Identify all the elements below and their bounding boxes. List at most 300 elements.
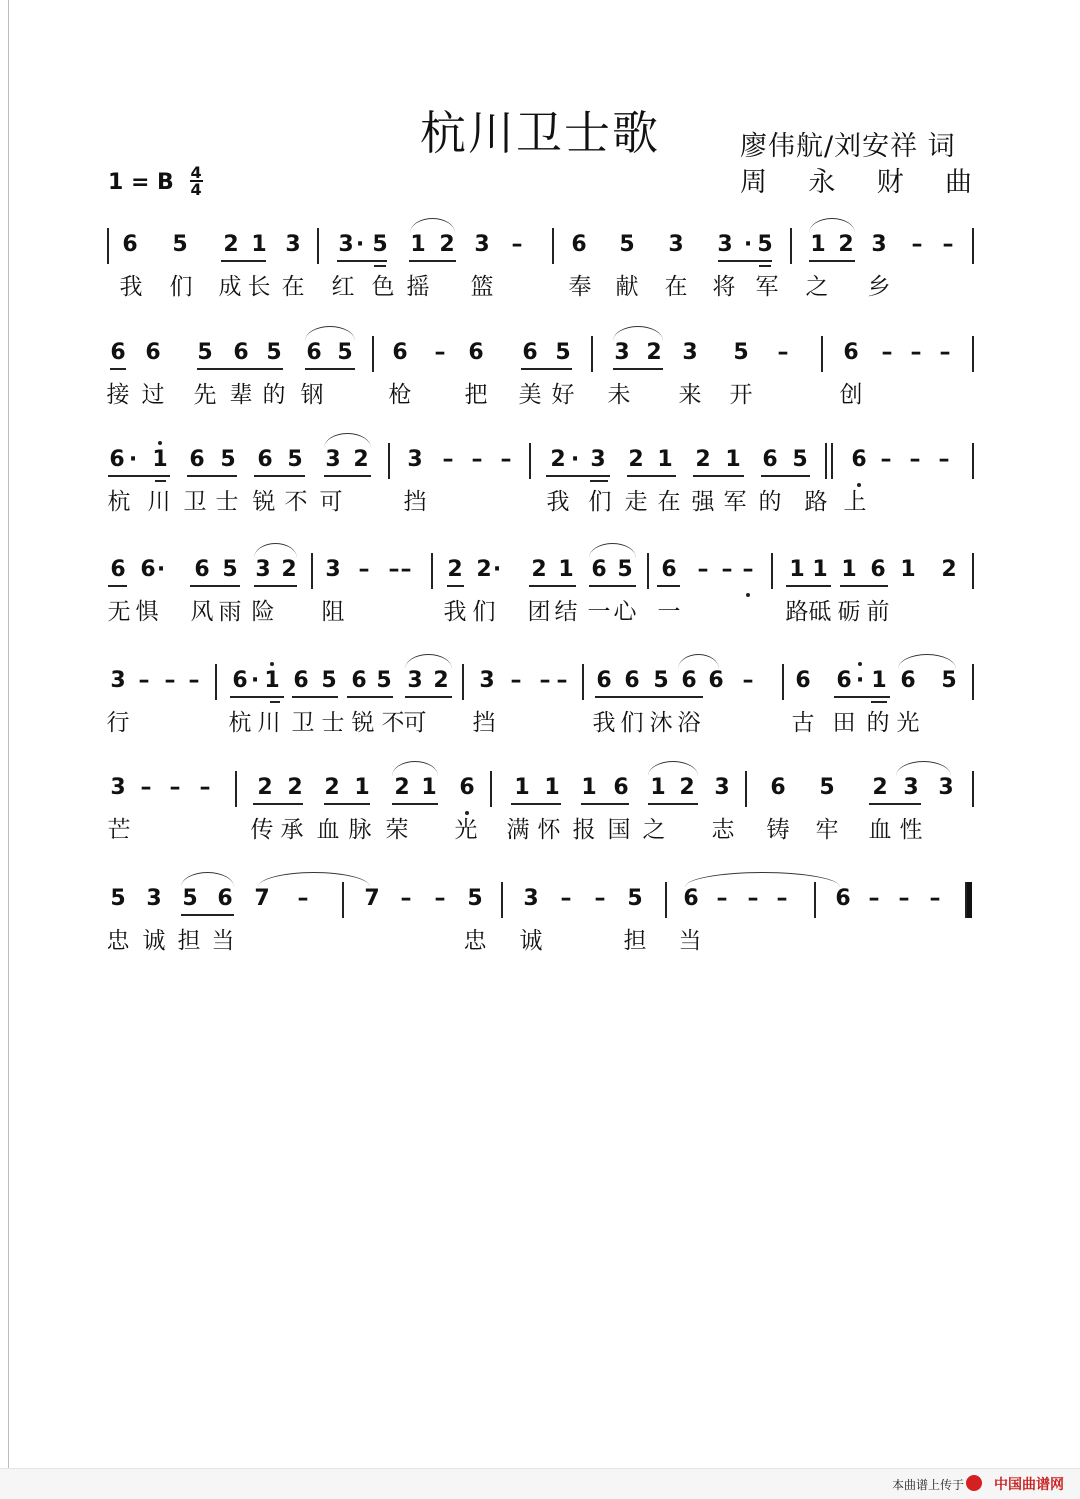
eighth-underline — [511, 803, 561, 805]
lyric-syllable: 行 — [106, 710, 130, 736]
lyric-syllable: 我 — [546, 489, 570, 515]
lyric-syllable: 当 — [211, 928, 235, 954]
lyric-syllable: 之 — [805, 274, 829, 300]
note: 6 — [293, 668, 309, 693]
lyric-syllable: 不 — [381, 710, 405, 736]
note: 5 — [321, 668, 337, 693]
lyric-syllable: 奉 — [568, 274, 592, 300]
lyric-syllable: 士 — [321, 710, 345, 736]
barline — [972, 228, 974, 264]
note: 1 — [544, 775, 560, 800]
lyrics-line — [0, 487, 1080, 527]
note: 2 — [550, 447, 566, 472]
note: 3 — [479, 668, 495, 693]
note: 1 — [354, 775, 370, 800]
score-row-2 — [0, 336, 1080, 446]
note: 5 — [222, 557, 238, 582]
note: 1 — [152, 447, 168, 472]
note: 5 — [110, 886, 126, 911]
barline — [552, 228, 554, 264]
lyric-syllable: 血 — [316, 817, 340, 843]
barline — [215, 664, 217, 700]
note: 6 — [140, 557, 156, 582]
dash-sustain: – — [140, 775, 152, 800]
lyric-syllable: 一 — [587, 599, 611, 625]
lyric-syllable: 辈 — [229, 382, 253, 408]
eighth-underline — [292, 696, 338, 698]
barline — [745, 771, 747, 807]
note: 2 — [872, 775, 888, 800]
lyric-syllable: 担 — [177, 928, 201, 954]
dash-sustain: – — [199, 775, 211, 800]
lyric-syllable: 摇 — [406, 274, 430, 300]
dash-sustain: – — [164, 668, 176, 693]
note: 3 — [682, 340, 698, 365]
lyric-syllable: 我 — [592, 710, 616, 736]
dot-augmentation: · — [250, 668, 260, 693]
lyric-syllable: 川 — [257, 710, 281, 736]
key-label: 1 = B — [108, 170, 174, 195]
notation-line — [0, 553, 1080, 601]
dash-sustain: – — [138, 668, 150, 693]
note: 3 — [407, 447, 423, 472]
high-octave-dot — [858, 662, 862, 666]
lyric-syllable: 先 — [193, 382, 217, 408]
note: 6 — [468, 340, 484, 365]
dash-sustain: – — [911, 232, 923, 257]
dot-augmentation: · — [128, 447, 138, 472]
lyric-syllable: 把 — [464, 382, 488, 408]
lyric-syllable: 献 — [615, 274, 639, 300]
note: 5 — [376, 668, 392, 693]
dash-sustain: – — [556, 668, 568, 693]
dash-sustain: – — [716, 886, 728, 911]
eighth-underline — [108, 585, 127, 587]
barline — [790, 228, 792, 264]
note: 3 — [523, 886, 539, 911]
dash-sustain: – — [776, 886, 788, 911]
note: 7 — [254, 886, 270, 911]
lyric-syllable: 之 — [642, 817, 666, 843]
lyric-syllable: 在 — [657, 489, 681, 515]
lyric-syllable: 可 — [319, 489, 343, 515]
note: 5 — [733, 340, 749, 365]
dash-sustain: – — [742, 557, 754, 582]
note: 5 — [467, 886, 483, 911]
dash-sustain: – — [434, 886, 446, 911]
barline — [972, 553, 974, 589]
barline — [972, 336, 974, 372]
eighth-underline — [324, 803, 370, 805]
note: 6 — [189, 447, 205, 472]
lyric-syllable: 卫 — [291, 710, 315, 736]
eighth-underline — [718, 260, 772, 262]
lyric-syllable: 开 — [729, 382, 753, 408]
note: 5 — [182, 886, 198, 911]
eighth-underline — [181, 914, 234, 916]
lyric-syllable: 在 — [664, 274, 688, 300]
dash-sustain: – — [938, 447, 950, 472]
eighth-underline — [761, 475, 810, 477]
barline — [782, 664, 784, 700]
note: 5 — [617, 557, 633, 582]
note: 6 — [145, 340, 161, 365]
time-signature — [190, 165, 203, 197]
note: 2 — [679, 775, 695, 800]
lyric-syllable: 枪 — [388, 382, 412, 408]
note: 6 — [596, 668, 612, 693]
sixteenth-underline — [871, 701, 887, 703]
sixteenth-underline — [155, 480, 166, 482]
dash-sustain: – — [594, 886, 606, 911]
barline — [972, 664, 974, 700]
note: 2 — [838, 232, 854, 257]
dash-sustain: – — [500, 447, 512, 472]
note: 1 — [657, 447, 673, 472]
footer-bar — [0, 1468, 1080, 1499]
eighth-underline — [447, 585, 464, 587]
dot-augmentation: · — [492, 557, 502, 582]
note: 1 — [900, 557, 916, 582]
lyric-syllable: 光 — [896, 710, 920, 736]
eighth-underline — [834, 696, 890, 698]
note: 1 — [558, 557, 574, 582]
eighth-underline — [657, 585, 680, 587]
notation-line — [0, 664, 1080, 712]
dash-sustain: – — [881, 340, 893, 365]
lyric-syllable: 锐 — [351, 710, 375, 736]
note: 6 — [835, 886, 851, 911]
dash-sustain: – — [511, 232, 523, 257]
note: 6 — [110, 340, 126, 365]
score-row-3 — [0, 443, 1080, 553]
note: 6 — [681, 668, 697, 693]
lyric-syllable: 国 — [607, 817, 631, 843]
note: 5 — [197, 340, 213, 365]
eighth-underline — [305, 368, 355, 370]
note-logo-icon — [966, 1475, 982, 1491]
note: 6 — [122, 232, 138, 257]
eighth-underline — [521, 368, 572, 370]
lyric-syllable: 满 — [506, 817, 530, 843]
lyric-syllable: 血 — [868, 817, 892, 843]
dash-sustain: – — [400, 557, 412, 582]
lyric-syllable: 士 — [215, 489, 239, 515]
barline — [821, 336, 823, 372]
note: 3 — [614, 340, 630, 365]
note: 3 — [110, 668, 126, 693]
note: 6 — [624, 668, 640, 693]
note: 2 — [287, 775, 303, 800]
lyric-syllable: 上 — [843, 489, 867, 515]
note: 5 — [372, 232, 388, 257]
lyric-syllable: 怀 — [537, 817, 561, 843]
note: 6 — [762, 447, 778, 472]
lyric-syllable: 路 — [785, 599, 809, 625]
note: 6 — [232, 668, 248, 693]
dash-sustain: – — [910, 340, 922, 365]
note: 6 — [194, 557, 210, 582]
dash-sustain: – — [434, 340, 446, 365]
note: 1 — [871, 668, 887, 693]
barline — [107, 228, 109, 264]
note: 5 — [619, 232, 635, 257]
dash-sustain: – — [939, 340, 951, 365]
dash-sustain: – — [697, 557, 709, 582]
eighth-underline — [693, 475, 744, 477]
lyric-syllable: 我 — [119, 274, 143, 300]
note: 2 — [394, 775, 410, 800]
note: 5 — [337, 340, 353, 365]
note: 5 — [941, 668, 957, 693]
dash-sustain: – — [909, 447, 921, 472]
note: 6 — [522, 340, 538, 365]
eighth-underline — [627, 475, 676, 477]
dash-sustain: – — [747, 886, 759, 911]
barline — [665, 882, 667, 918]
note: 1 — [812, 557, 828, 582]
barline — [235, 771, 237, 807]
lyric-syllable: 将 — [712, 274, 736, 300]
eighth-underline — [221, 260, 266, 262]
note: 5 — [555, 340, 571, 365]
barline — [972, 771, 974, 807]
lyric-syllable: 钢 — [300, 382, 324, 408]
lyric-syllable: 诚 — [142, 928, 166, 954]
lyric-syllable: 担 — [623, 928, 647, 954]
note: 3 — [110, 775, 126, 800]
note: 6 — [661, 557, 677, 582]
lyrics-line — [0, 926, 1080, 966]
note: 3 — [146, 886, 162, 911]
lyric-syllable: 沐 — [649, 710, 673, 736]
eighth-underline — [529, 585, 576, 587]
barline — [591, 336, 593, 372]
dash-sustain: – — [510, 668, 522, 693]
lyric-syllable: 阻 — [321, 599, 345, 625]
eighth-underline — [190, 585, 240, 587]
note: 5 — [266, 340, 282, 365]
lyric-syllable: 光 — [454, 817, 478, 843]
lyricist-credit: 廖伟航/刘安祥 词 — [740, 131, 956, 162]
eighth-underline — [253, 803, 303, 805]
song-title: 杭川卫士歌 — [420, 106, 660, 160]
lyric-syllable: 接 — [106, 382, 130, 408]
note: 3 — [407, 668, 423, 693]
lyric-syllable: 可 — [403, 710, 427, 736]
footer-upload-text: 本曲谱上传于 — [891, 1478, 964, 1492]
note: 5 — [792, 447, 808, 472]
dash-sustain: – — [721, 557, 733, 582]
dash-sustain: – — [539, 668, 551, 693]
lyric-syllable: 在 — [281, 274, 305, 300]
lyric-syllable: 砺 — [837, 599, 861, 625]
note: 7 — [364, 886, 380, 911]
note: 1 — [581, 775, 597, 800]
lyric-syllable: 乡 — [867, 274, 891, 300]
notation-line — [0, 336, 1080, 384]
lyric-syllable: 锐 — [252, 489, 276, 515]
final-barline — [967, 882, 972, 918]
barline — [372, 336, 374, 372]
note: 3 — [668, 232, 684, 257]
lyric-syllable: 报 — [572, 817, 596, 843]
composer-credit: 周永财曲 — [740, 167, 972, 198]
site-logo: 中国曲谱网 — [994, 1477, 1064, 1493]
note: 6 — [900, 668, 916, 693]
eighth-underline — [110, 368, 126, 370]
eighth-underline — [595, 696, 703, 698]
barline — [647, 553, 649, 589]
lyric-syllable: 浴 — [677, 710, 701, 736]
time-signature-denominator: 4 — [190, 180, 202, 199]
lyric-syllable: 脉 — [348, 817, 372, 843]
lyric-syllable: 红 — [331, 274, 355, 300]
note: 5 — [172, 232, 188, 257]
note: 5 — [757, 232, 773, 257]
barline — [582, 664, 584, 700]
note: 3 — [285, 232, 301, 257]
lyric-syllable: 荣 — [385, 817, 409, 843]
lyric-syllable: 忠 — [463, 928, 487, 954]
eighth-underline — [405, 696, 452, 698]
lyric-syllable: 篮 — [470, 274, 494, 300]
lyric-syllable: 心 — [613, 599, 637, 625]
note: 6 — [233, 340, 249, 365]
dot-augmentation: · — [855, 668, 865, 693]
eighth-underline — [254, 585, 297, 587]
lyric-syllable: 田 — [832, 710, 856, 736]
lyric-syllable: 川 — [147, 489, 171, 515]
lyric-syllable: 当 — [678, 928, 702, 954]
lyric-syllable: 色 — [371, 274, 395, 300]
note: 2 — [257, 775, 273, 800]
notation-line — [0, 771, 1080, 819]
score-row-5 — [0, 664, 1080, 774]
note: 6 — [795, 668, 811, 693]
lyric-syllable: 创 — [839, 382, 863, 408]
time-signature-numerator: 4 — [190, 163, 202, 182]
lyrics-line — [0, 272, 1080, 312]
note: 5 — [653, 668, 669, 693]
note: 3 — [338, 232, 354, 257]
lyric-syllable: 险 — [251, 599, 275, 625]
lyric-syllable: 古 — [791, 710, 815, 736]
lyric-syllable: 性 — [899, 817, 923, 843]
sixteenth-underline — [759, 265, 771, 267]
lyric-syllable: 一 — [657, 599, 681, 625]
dot-augmentation: · — [156, 557, 166, 582]
barline — [490, 771, 492, 807]
lyrics-line — [0, 708, 1080, 748]
slur-arc — [809, 218, 855, 233]
dash-sustain: – — [188, 668, 200, 693]
eighth-underline — [187, 475, 237, 477]
barline — [771, 553, 773, 589]
lyric-syllable: 铸 — [766, 817, 790, 843]
notation-line — [0, 228, 1080, 276]
score-row-6 — [0, 771, 1080, 881]
eighth-underline — [589, 585, 636, 587]
lyric-syllable: 路 — [804, 489, 828, 515]
note: 1 — [650, 775, 666, 800]
lyric-syllable: 过 — [141, 382, 165, 408]
eighth-underline — [324, 475, 371, 477]
sixteenth-underline — [374, 265, 386, 267]
eighth-underline — [786, 585, 831, 587]
lyric-syllable: 挡 — [403, 489, 427, 515]
note: 3 — [255, 557, 271, 582]
sixteenth-underline — [590, 480, 608, 482]
lyric-syllable: 成 — [218, 274, 242, 300]
dash-sustain: – — [388, 557, 400, 582]
eighth-underline — [648, 803, 698, 805]
lyrics-line — [0, 380, 1080, 420]
note: 1 — [514, 775, 530, 800]
note: 6 — [257, 447, 273, 472]
note: 2 — [324, 775, 340, 800]
lyric-syllable: 传 — [250, 817, 274, 843]
lyric-syllable: 杭 — [107, 489, 131, 515]
dash-sustain: – — [400, 886, 412, 911]
eighth-underline — [869, 803, 921, 805]
lyric-syllable: 牢 — [815, 817, 839, 843]
lyric-syllable: 们 — [472, 599, 496, 625]
dash-sustain: – — [742, 668, 754, 693]
note: 6 — [770, 775, 786, 800]
lyric-syllable: 们 — [620, 710, 644, 736]
note: 2 — [695, 447, 711, 472]
note: 2 — [531, 557, 547, 582]
note: 2 — [353, 447, 369, 472]
dash-sustain: – — [169, 775, 181, 800]
lyric-syllable: 未 — [607, 382, 631, 408]
barline — [431, 553, 433, 589]
dot-augmentation: · — [570, 447, 580, 472]
barline — [342, 882, 344, 918]
note: 6 — [571, 232, 587, 257]
eighth-underline — [347, 696, 393, 698]
note: 2 — [628, 447, 644, 472]
note: 6 — [836, 668, 852, 693]
lyric-syllable: 强 — [691, 489, 715, 515]
score-row-7 — [0, 882, 1080, 992]
lyric-syllable: 芒 — [107, 817, 131, 843]
note: 1 — [410, 232, 426, 257]
lyric-syllable: 团 — [527, 599, 551, 625]
lyric-syllable: 军 — [755, 274, 779, 300]
dash-sustain: – — [898, 886, 910, 911]
dash-sustain: – — [868, 886, 880, 911]
note: 6 — [683, 886, 699, 911]
score-row-4 — [0, 553, 1080, 663]
note: 3 — [871, 232, 887, 257]
note: 3 — [717, 232, 733, 257]
note: 3 — [590, 447, 606, 472]
note: 3 — [325, 447, 341, 472]
dash-sustain: – — [777, 340, 789, 365]
dot-augmentation: · — [743, 232, 753, 257]
dash-sustain: – — [471, 447, 483, 472]
note: 2 — [646, 340, 662, 365]
eighth-underline — [840, 585, 888, 587]
note: 6 — [851, 447, 867, 472]
note: 1 — [810, 232, 826, 257]
dash-sustain: – — [880, 447, 892, 472]
dash-sustain: – — [929, 886, 941, 911]
eighth-underline — [197, 368, 283, 370]
note: 2 — [223, 232, 239, 257]
